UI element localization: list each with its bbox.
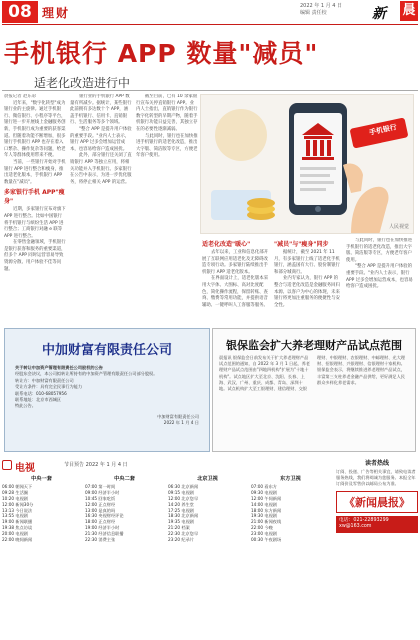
tv-program: 19:00 经济半小时 (85, 525, 120, 531)
tv-program: 19:30 电视剧 (251, 513, 277, 519)
email-address: xw@163.com (339, 524, 372, 530)
illustration-badge: 手机银行 (368, 123, 398, 137)
tv-program: 00:30 午夜剧场 (251, 537, 282, 543)
tv-program: 19:00 新闻联播 (2, 519, 33, 525)
subscription-title: 读者热线 (364, 460, 389, 467)
headline: 手机银行 APP 数量"减员" (4, 39, 319, 68)
article-column-2 (70, 94, 132, 326)
section-heading: 多家银行手机 APP"瘦身" (4, 189, 65, 206)
brand-box (336, 491, 418, 513)
tv-channel-column (168, 476, 247, 543)
tv-program: 13:55 电视剧 (2, 513, 28, 519)
tv-program: 06:00 朝闻天下 (2, 483, 33, 489)
tv-channel-column (251, 476, 330, 543)
tv-program: 09:30 电视剧 (251, 489, 277, 495)
tv-program: 23:20 纪录片 (168, 537, 194, 543)
tv-program: 10:45 回家吃饭 (85, 495, 116, 501)
tv-channel-column (2, 476, 81, 543)
tv-label: 电视 (15, 463, 35, 474)
ad-line: 联系电话：010-68057956 (15, 390, 67, 396)
ad-line: 联系地址：北京市西城区 (15, 397, 62, 403)
company-notice-ad (4, 328, 210, 452)
date-line: 2022 年 1 月 4 日 (300, 3, 343, 9)
tv-program: 18:00 东方新闻 (251, 507, 282, 513)
tv-program: 14:20 养生堂 (168, 501, 194, 507)
logo-text: 新 (372, 6, 386, 22)
contact-box (336, 516, 418, 533)
paragraph: 近期，多家银行宣布对旗下 APP 进行整合。比如中国银行将手机银行与缤纷生活 APP 进行整合；工商银行对融 e 联等 APP 进行整合。 (4, 207, 66, 239)
tv-program: 18:30 北京新闻 (168, 513, 199, 519)
article-illustration (200, 94, 414, 234)
tv-program: 16:30 央视财经评论 (85, 513, 124, 519)
tv-channel-name: 东方卫视 (280, 476, 301, 482)
article-column-4 (202, 238, 270, 326)
tv-program: 22:30 北京您早 (168, 531, 199, 537)
headline-rule (2, 90, 418, 91)
tv-program: 07:00 第一时间 (85, 483, 116, 489)
paragraph: 去年以来，工业和信息化部开展了互联网应用适老化及无障碍改造专项行动。多家银行陆续推出手机银行 APP 适老化版本。 (202, 250, 269, 275)
tv-date: 节目预告 2022 年 1 月 4 日 (64, 462, 128, 468)
tv-program: 19:38 焦点访谈 (2, 525, 33, 531)
subscription-text: 订阅、投递、广告等相关事宜，请致电读者服务热线，我们将竭诚为您服务。本报全年订阅价及零售价以邮局公布为准。 (336, 469, 416, 486)
tv-program: 06:30 北京新闻 (168, 483, 199, 489)
page-header (0, 0, 420, 24)
section-title: 理财 (42, 6, 71, 20)
tv-program: 22:30 消费主张 (85, 537, 116, 543)
ad-body (15, 365, 199, 427)
tv-program: 12:00 正点财经 (85, 501, 116, 507)
tv-program: 10:20 电视剧 (2, 495, 28, 501)
ad-line: 特此公告。 (15, 403, 36, 409)
ad-line: 中加财富有限责任公司 (157, 413, 199, 419)
tv-program: 22:00 今晚 (251, 525, 273, 531)
tv-program: 09:00 经济半小时 (85, 489, 120, 495)
paragraph: 与此同时，银行也在加快推进手机银行的适老化改造，推出大字版、简洁版等专区，方便老年客户使用。 (136, 133, 198, 159)
tv-listings (2, 458, 332, 638)
paragraph: 此外，部分银行还关闭了直销银行 APP 等独立应用，将相关功能并入手机银行。多家银行在公告中表示，为进一步优化服务，将停止相关 APP 的运营。 (70, 153, 132, 185)
article-column-6 (346, 238, 416, 326)
paragraph: 当前，一些银行开始对手机银行 APP 进行整合和瘦身，推出适老化版本，手机银行 APP 数量在"减员"。 (4, 159, 66, 185)
tv-program: 17:25 电视剧 (168, 507, 194, 513)
article-column-5 (274, 238, 342, 326)
tv-program: 12:00 新闻30分 (2, 501, 34, 507)
section-heading: 适老化改造"暖心" (202, 241, 251, 248)
paragraph: "整合 APP 是提升用户体验的重要手段。"业内人士表示，银行 APP 过多会增加运营成本，也容易给客户造成困扰。 (70, 126, 132, 152)
tv-channel-name: 中央一套 (31, 476, 52, 482)
header-date (300, 3, 370, 17)
editor-line: 编辑 责任校 (300, 10, 327, 16)
ad-line: 关于转让中加资产管理有限责任公司股权的公告 (15, 365, 103, 370)
brand-name: 《新闻晨报》 (344, 496, 410, 509)
tv-program: 21:20 档案 (168, 525, 190, 531)
phone-label: 电话： (339, 518, 354, 523)
tv-program: 22:00 晚间新闻 (2, 537, 33, 543)
phone-number: 021-22893299 (353, 518, 389, 523)
section-heading: "减员"与"瘦身"同步 (274, 241, 329, 248)
byline: 晨报记者 赵东彩 (4, 94, 37, 99)
tv-program: 21:00 新闻夜线 (251, 519, 282, 525)
tv-program: 21:30 经济信息联播 (85, 531, 124, 537)
tv-program: 13:13 今日说法 (2, 507, 33, 513)
tv-program: 12:00 午间新闻 (251, 495, 282, 501)
paragraph: 与此同时，银行也在加快推进手机银行的适老化改造，推出大字版、简洁版等专区，方便老年客户使用。 (346, 238, 413, 263)
tv-program: 12:00 北京您早 (168, 495, 199, 501)
tv-program: 14:00 电视剧 (251, 501, 277, 507)
ad-line: 转让方：中加财富有限责任公司 (15, 377, 74, 383)
tv-program: 23:00 电视剧 (251, 531, 277, 537)
tv-channel-name: 中央二套 (114, 476, 135, 482)
article-column-3 (136, 94, 198, 326)
paragraph: 近年来，"数字化转型"成为银行业的主旋律。通过手机银行、微信银行、小程序等平台，银行进一步开展线上金融服务创新，手机银行成为重要的获客渠道。但随着功能不断增加，很多银行手机银行 APP 也存在着入口繁杂、操作复杂等问题，给老年人等群体使用带来不便。 (4, 100, 66, 159)
tv-program: 13:00 是真的吗 (85, 507, 116, 513)
article-column-1 (4, 94, 66, 326)
paragraph: 银行业的手机银行 APP 数量有所减少。据统计，某些银行此前拥有多达数十个 APP，涵盖手机银行、信用卡、直销银行、生活服务等多个领域。 (70, 94, 132, 126)
phone-bank-illustration (201, 95, 414, 234)
tv-program: 07:00 看东方 (251, 483, 277, 489)
tv-program: 09:28 生活圈 (2, 489, 28, 495)
tv-icon (2, 460, 12, 470)
ad-line: 2022 年 1 月 4 日 (163, 420, 199, 426)
paragraph: 在零售金融领域，手机银行是银行获客和服务的重要渠道，但多个 APP 同时运营容易导致资源分散、用户体验不佳等问题。 (4, 240, 66, 272)
ad-title: 中加财富有限责任公司 (41, 343, 172, 358)
paragraph: 截至目前，已有 10 余家银行宣布关停直销银行 APP。业内人士指出，直销银行作为银行数字化转型的早期产物，随着手机银行功能日益完善，其独立存在的必要性逐渐减弱。 (136, 94, 198, 132)
tv-channel-column (85, 476, 164, 543)
tv-columns (2, 476, 332, 543)
tv-program: 09:15 电视剧 (168, 489, 194, 495)
paragraph: 业内专家认为，银行 APP 的整合与适老化改造是金融服务回归本源、以客户为中心的体现，未来银行将更加注重服务的便捷性与安全性。 (274, 276, 340, 308)
paragraph: 在界面设计上，适老化版本采用大字体、大图标、高对比度配色，简化操作流程，保留转账、查询、缴费等常用功能，并提供语音辅助、一键呼叫人工客服等服务。 (202, 276, 269, 308)
page-number: 08 (2, 1, 38, 23)
tv-header (2, 458, 62, 474)
paragraph: "整合 APP 是提升用户体验的重要手段。"业内人士表示，银行 APP 过多会增加运营成本，也容易给客户造成困扰。 (346, 264, 413, 290)
subheadline: 适老化改造进行中 (34, 76, 131, 90)
logo-box: 晨 (400, 1, 418, 21)
tv-program: 18:00 正点财经 (85, 519, 116, 525)
news-brief-box (212, 328, 416, 452)
brief-body: 晨报讯 银保监会日前发布关于扩大养老理财产品试点范围的通知，自 2022 年 3 月 1 日起，养老理财产品试点范围由"四地四机构"扩展为"十地十机构"。试点地区扩大至北京、沈阳、长春、上海、武汉、广州、重庆、成都、青岛、深圳十地。试点机构扩大至工银理财、建信理财、交银理财、中银理财、农银理财、中邮理财、光大理财、招银理财、兴银理财、信银理财十家机构。银保监会表示，将继续推进养老理财产品试点，丰富第三支柱养老金融产品供给，更好满足人民群众多样化养老需求。 (219, 355, 405, 392)
subscription-block (336, 458, 418, 638)
tv-program: 20:00 电视剧 (2, 531, 28, 537)
paragraph: 据统计，截至 2021 年 11 月，有多家银行上线了适老化手机银行，涵盖国有大行、股份制银行和部分城商行。 (274, 250, 340, 275)
header-rule (2, 24, 418, 25)
tv-channel-name: 北京卫视 (197, 476, 218, 482)
masthead-logo (372, 1, 418, 23)
image-caption: 人民视觉 (388, 224, 409, 230)
ad-line: 受让方条件：具有完全民事行为能力 (15, 384, 83, 390)
brief-title: 银保监会扩大养老理财产品试点范围 (226, 339, 402, 352)
tv-program: 19:35 电视剧 (168, 519, 194, 525)
ad-line: 经股东会决议，本公司拟转让所持有的中加资产管理有限责任公司部分股权。 (15, 371, 158, 377)
